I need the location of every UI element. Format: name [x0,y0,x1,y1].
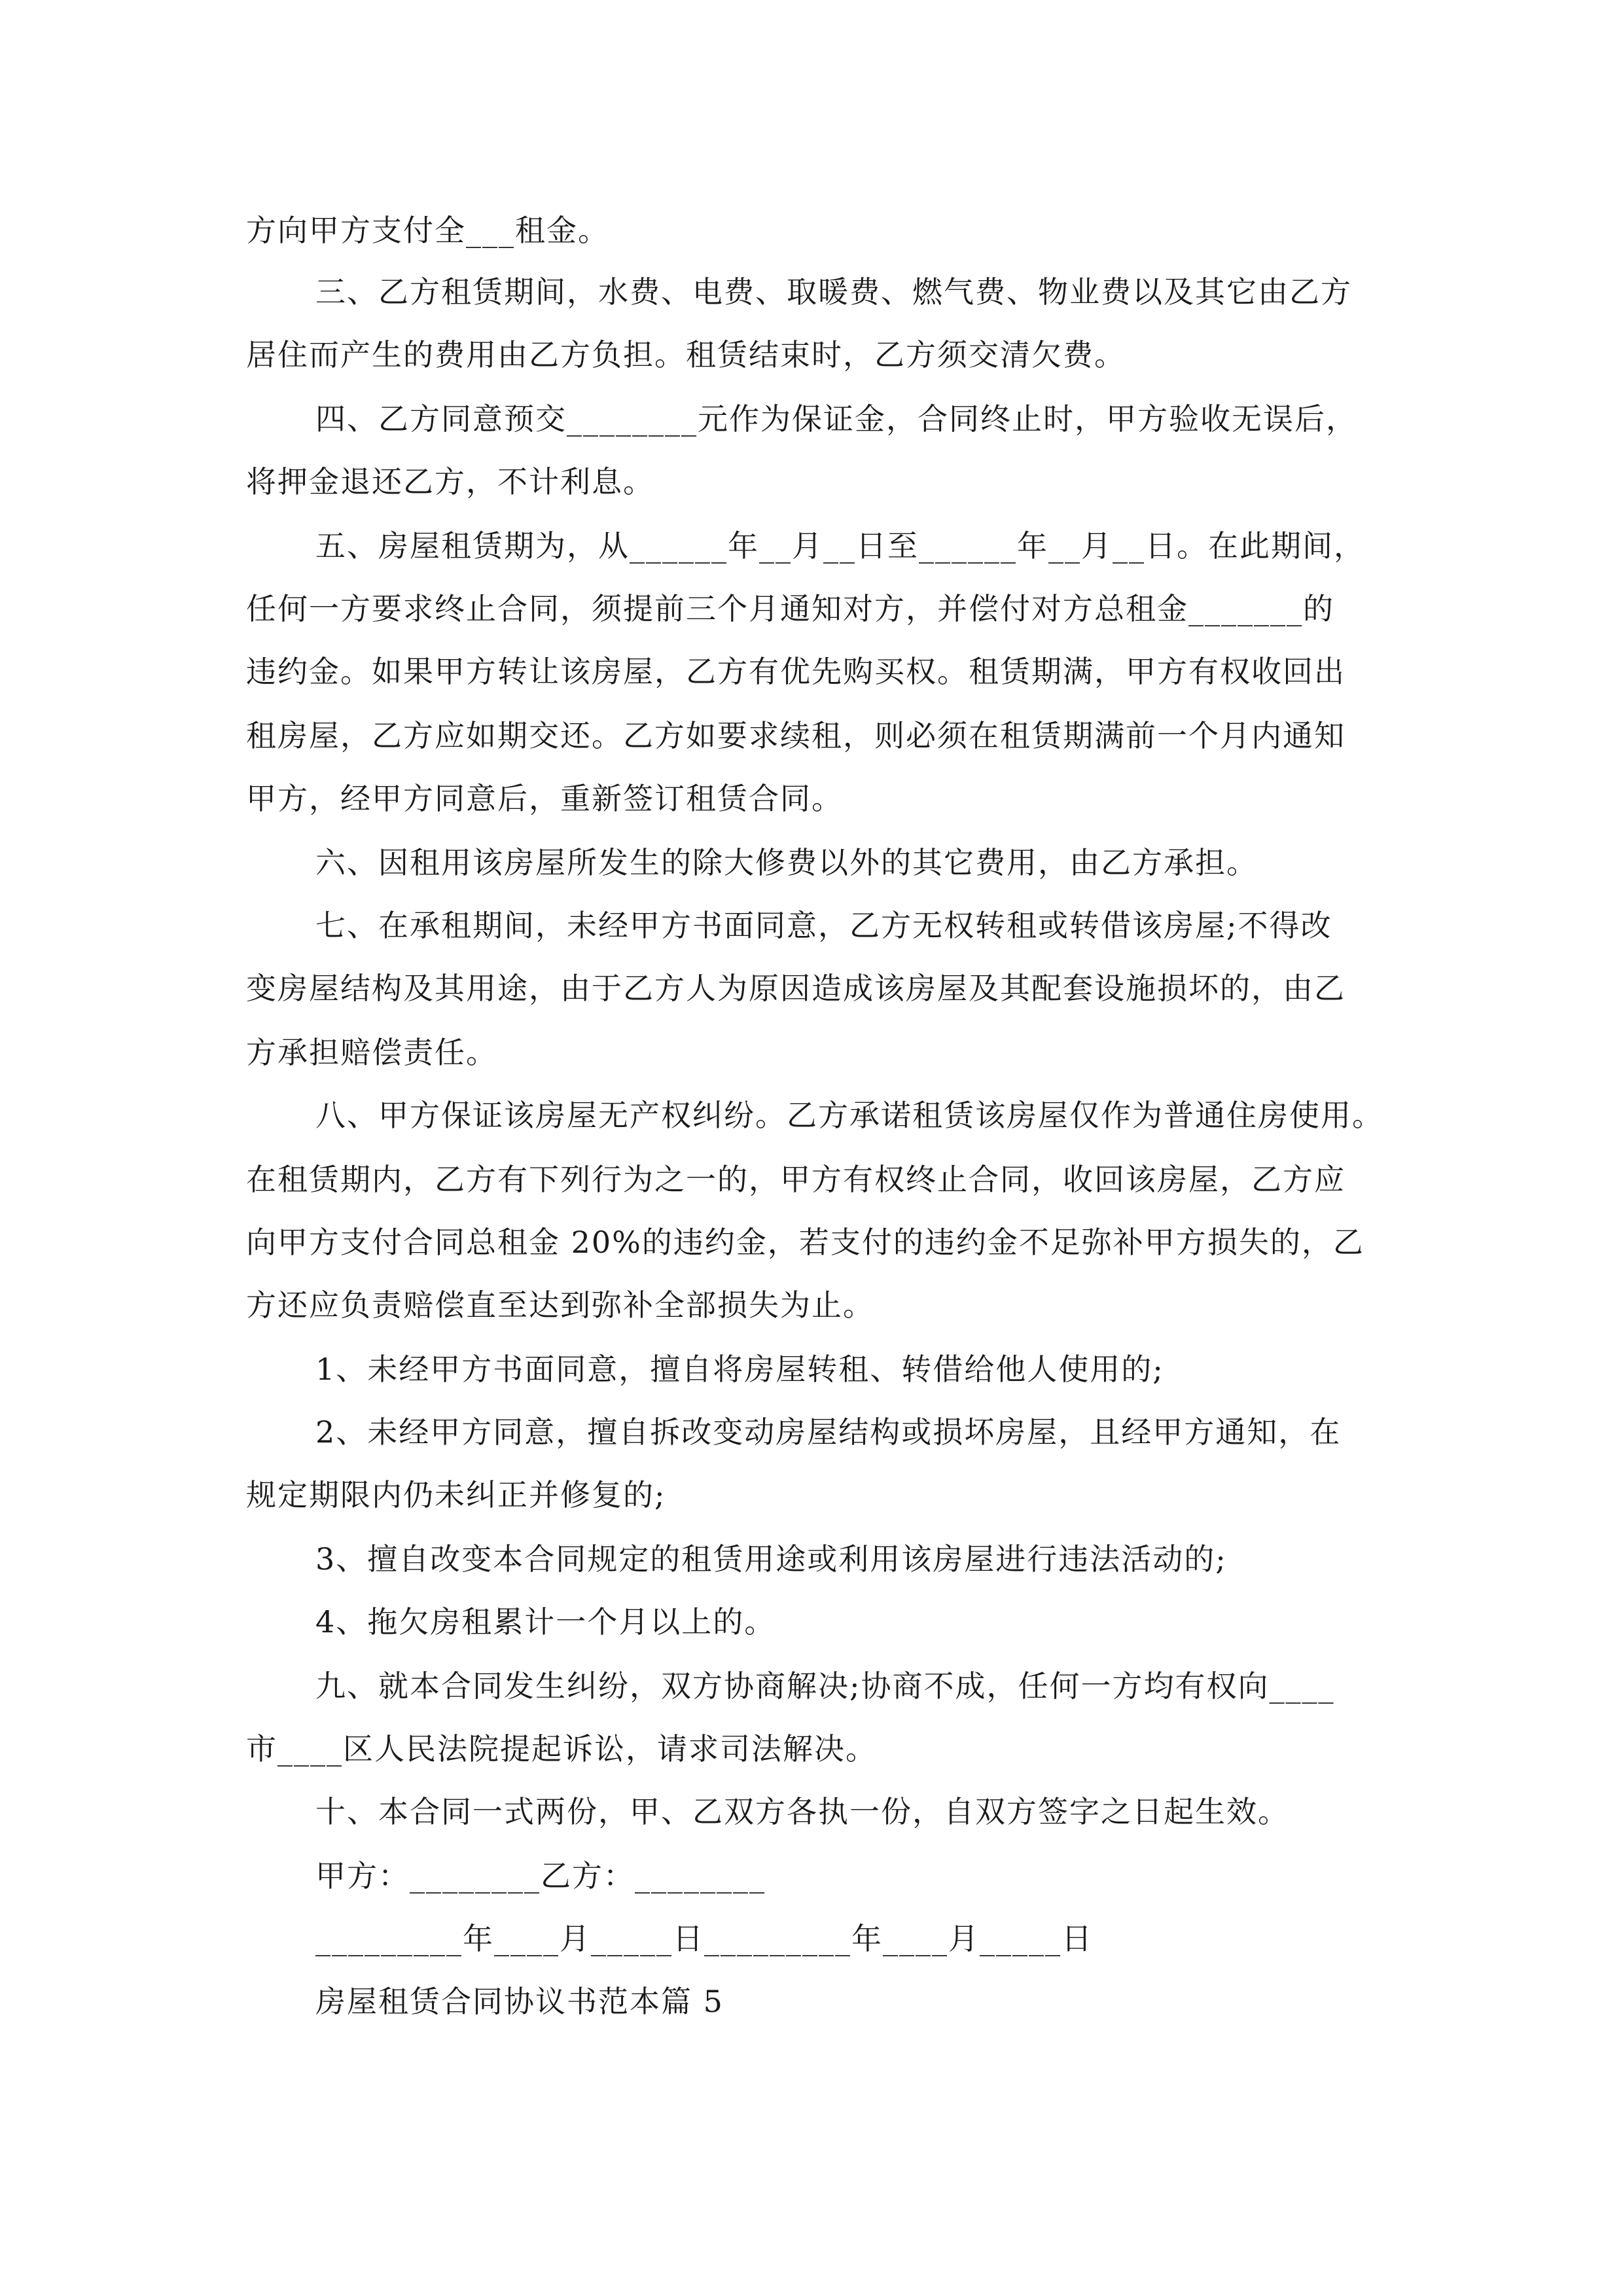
text-line: 居住而产生的费用由乙方负担。租赁结束时，乙方须交清欠费。 [246,337,1126,372]
list-item: 3、擅自改变本合同规定的租赁用途或利用该房屋进行违法活动的; [315,1541,1227,1577]
text-line: 将押金退还乙方，不计利息。 [246,464,654,499]
clause-8-line: 八、甲方保证该房屋无产权纠纷。乙方承诺租赁该房屋仅作为普通住房使用。 [315,1098,1383,1133]
list-item: 1、未经甲方书面同意，擅自将房屋转租、转借给他人使用的; [315,1352,1164,1387]
text-line: 变房屋结构及其用途，由于乙方人为原因造成该房屋及其配套设施损坏的，由乙 [246,971,1346,1006]
clause-10-line: 十、本合同一式两份，甲、乙双方各执一份，自双方签字之日起生效。 [315,1794,1289,1829]
date-line: _________年____月_____日_________年____月_____日 [315,1921,1093,1956]
text-line: 方向甲方支付全___租金。 [246,213,609,248]
text-line: 方还应负责赔偿直至达到弥补全部损失为止。 [246,1287,874,1323]
text-line: 租房屋，乙方应如期交还。乙方如要求续租，则必须在租赁期满前一个月内通知 [246,718,1346,753]
clause-9-line: 九、就本合同发生纠纷，双方协商解决;协商不成，任何一方均有权向____ [315,1668,1335,1704]
text-line: 任何一方要求终止合同，须提前三个月通知对方，并偿付对方总租金_______的 [246,591,1334,626]
list-item: 2、未经甲方同意，擅自拆改变动房屋结构或损坏房屋，且经甲方通知，在 [315,1414,1342,1450]
clause-4-line: 四、乙方同意预交________元作为保证金，合同终止时，甲方验收无误后， [315,401,1357,437]
list-item: 4、拖欠房租累计一个月以上的。 [315,1604,776,1640]
text-line: 甲方，经甲方同意后，重新签订租赁合同。 [246,781,843,816]
text-line: 方承担赔偿责任。 [246,1035,497,1070]
text-line: 市____区人民法院提起诉讼，请求司法解决。 [246,1731,877,1767]
clause-6-line: 六、因租用该房屋所发生的除大修费以外的其它费用，由乙方承担。 [315,845,1258,880]
clause-3-line: 三、乙方租赁期间，水费、电费、取暖费、燃气费、物业费以及其它由乙方 [315,274,1352,310]
text-line: 规定期限内仍未纠正并修复的; [246,1477,666,1513]
clause-5-line: 五、房屋租赁期为，从______年__月__日至______年__月__日。在此期间， [315,528,1365,564]
text-line: 违约金。如果甲方转让该房屋，乙方有优先购买权。租赁期满，甲方有权收回出 [246,654,1346,689]
section-heading: 房屋租赁合同协议书范本篇 5 [315,1984,724,2019]
signature-line: 甲方：________乙方：________ [315,1858,766,1893]
clause-7-line: 七、在承租期间，未经甲方书面同意，乙方无权转租或转借该房屋;不得改 [315,908,1332,943]
text-line: 向甲方支付合同总租金 20%的违约金，若支付的违约金不足弥补甲方损失的，乙 [246,1225,1364,1260]
text-line: 在租赁期内，乙方有下列行为之一的，甲方有权终止合同，收回该房屋，乙方应 [246,1162,1346,1197]
